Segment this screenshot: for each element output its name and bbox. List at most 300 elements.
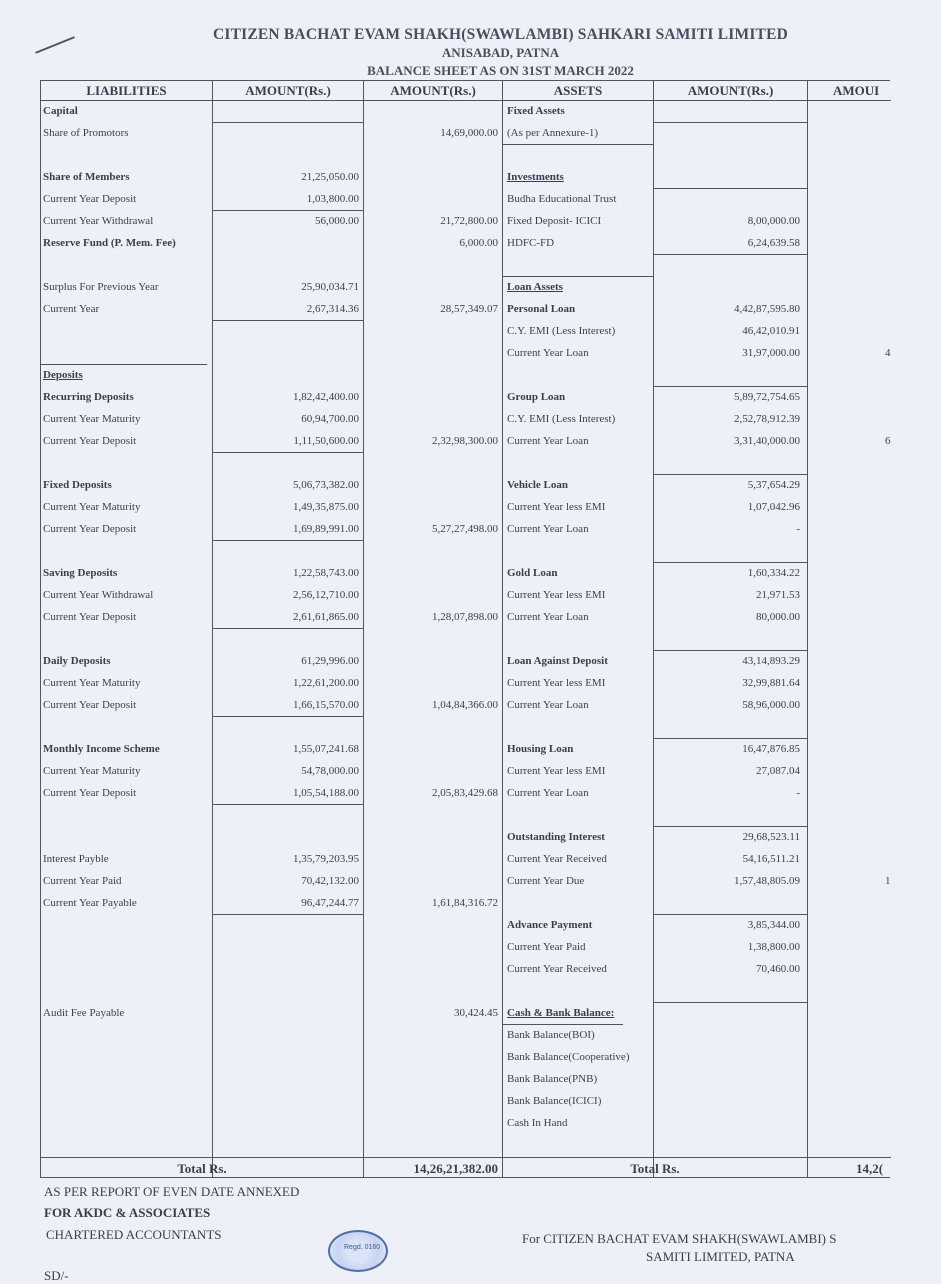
liability-total [364,189,498,209]
asset-label: Bank Balance(PNB) [507,1073,598,1085]
asset-label: Investments [507,171,564,183]
asset-total: 1 [885,875,891,887]
asset-amount [654,123,800,143]
asset-total: 6 [885,435,891,447]
section-rule [654,254,807,255]
liability-total [364,145,498,165]
asset-amount: 21,971.53 [756,589,800,601]
total-label-liabilities: Total Rs. [177,1161,227,1176]
asset-amount: 3,31,40,000.00 [734,435,800,447]
liability-total [364,277,498,297]
liability-label: Share of Promotors [43,127,129,139]
section-rule [213,804,363,805]
asset-label [507,365,653,385]
asset-label: Personal Loan [507,303,576,315]
liability-amount: 1,03,800.00 [306,193,359,205]
asset-total [885,211,895,231]
liability-amount: 61,29,996.00 [301,655,359,667]
asset-label [507,145,653,165]
asset-label: HDFC-FD [507,237,555,249]
asset-total [885,365,895,385]
asset-label [507,629,653,649]
liability-total [364,805,498,825]
liability-total: 21,72,800.00 [440,215,498,227]
asset-total [885,101,895,121]
asset-label: Current Year Loan [507,523,589,535]
asset-amount [654,805,800,825]
liability-label: Current Year Deposit [43,435,137,447]
asset-total [885,563,895,583]
liability-label: Current Year Deposit [43,699,137,711]
liability-total: 14,69,000.00 [440,127,498,139]
liability-amount [213,255,359,275]
association-stamp [328,1230,388,1272]
asset-total [885,409,895,429]
for-society-line-2: SAMITI LIMITED, PATNA [646,1249,795,1264]
asset-label: Current Year Received [507,853,607,865]
asset-total [885,585,895,605]
asset-label [507,453,653,473]
for-society-line: For CITIZEN BACHAT EVAM SHAKH(SWAWLAMBI) S [522,1231,837,1246]
liability-label: Current Year Deposit [43,787,137,799]
liability-amount [213,805,359,825]
liability-total: 2,32,98,300.00 [432,435,498,447]
liability-label: Share of Members [43,171,130,183]
liability-label: Current Year Deposit [43,193,137,205]
liability-label: Current Year Deposit [43,523,137,535]
section-rule [41,364,207,365]
firm-role: CHARTERED ACCOUNTANTS [46,1227,222,1242]
liability-amount [213,541,359,561]
asset-total [885,189,895,209]
liability-amount: 1,66,15,570.00 [293,699,359,711]
section-rule [503,144,653,145]
liability-total [364,167,498,187]
asset-label: Current Year Loan [507,699,589,711]
liability-amount: 2,56,12,710.00 [293,589,359,601]
liability-total [364,409,498,429]
asset-amount [654,1069,800,1089]
asset-amount: 43,14,893.29 [742,655,800,667]
asset-label: Fixed Deposit- ICICI [507,215,602,227]
liability-total [364,673,498,693]
liability-label [43,981,211,1001]
liability-amount: 56,000.00 [315,215,359,227]
liability-total [364,651,498,671]
section-rule [213,540,363,541]
asset-label [507,717,653,737]
asset-label: Current Year Loan [507,611,589,623]
section-rule [503,276,653,277]
balance-sheet-table [40,80,890,1178]
liability-label: Surplus For Previous Year [43,281,159,293]
liability-label: Monthly Income Scheme [43,743,160,755]
report-note: AS PER REPORT OF EVEN DATE ANNEXED [44,1184,300,1199]
liability-label [43,255,211,275]
liability-label: Capital [43,105,78,117]
asset-total [885,497,895,517]
total-value-liabilities: 14,26,21,382.00 [413,1161,498,1176]
asset-amount: 5,89,72,754.65 [734,391,800,403]
liability-amount: 1,49,35,875.00 [293,501,359,513]
asset-total [885,805,895,825]
asset-label: Current Year less EMI [507,501,606,513]
liability-amount: 96,47,244.77 [301,897,359,909]
liability-label [43,541,211,561]
liability-label [43,629,211,649]
asset-amount [654,981,800,1001]
liability-total: 5,27,27,498.00 [432,523,498,535]
asset-amount: 1,57,48,805.09 [734,875,800,887]
liability-amount: 1,05,54,188.00 [293,787,359,799]
liability-total [364,255,498,275]
liability-amount: 70,42,132.00 [301,875,359,887]
liability-total [364,475,498,495]
asset-total [885,453,895,473]
section-rule [213,716,363,717]
liability-total [364,717,498,737]
asset-label [507,981,653,1001]
asset-amount [654,1025,800,1045]
asset-label: Housing Loan [507,743,574,755]
asset-total [885,1113,895,1133]
liability-total [364,871,498,891]
liability-total [364,365,498,385]
asset-amount [654,277,800,297]
asset-total [885,541,895,561]
liability-amount: 1,82,42,400.00 [293,391,359,403]
asset-total [885,167,895,187]
section-rule [654,826,807,827]
asset-label: Bank Balance(Cooperative) [507,1051,630,1063]
liability-label: Fixed Deposits [43,479,112,491]
asset-amount: 3,85,344.00 [747,919,800,931]
liability-label: Recurring Deposits [43,391,134,403]
asset-total [885,673,895,693]
asset-amount [654,1003,800,1023]
asset-total [885,321,895,341]
firm-name: FOR AKDC & ASSOCIATES [44,1205,211,1220]
section-rule [213,210,363,211]
liability-total [364,541,498,561]
asset-amount: 80,000.00 [756,611,800,623]
section-rule [654,914,807,915]
liability-label: Current Year Paid [43,875,122,887]
asset-label: C.Y. EMI (Less Interest) [507,413,616,425]
liability-amount [213,937,359,957]
asset-amount [654,1047,800,1067]
liability-amount: 2,67,314.36 [306,303,359,315]
asset-total [885,695,895,715]
col-header-liabilities: LIABILITIES [86,83,167,98]
asset-total [885,255,895,275]
liability-amount: 1,69,89,991.00 [293,523,359,535]
liability-amount [213,1003,359,1023]
liability-total [364,321,498,341]
asset-amount: 1,60,334.22 [747,567,800,579]
liability-total [364,981,498,1001]
asset-total [885,893,895,913]
section-rule [213,628,363,629]
asset-label: Fixed Assets [507,105,565,117]
asset-amount: 4,42,87,595.80 [734,303,800,315]
liability-label: Current Year Withdrawal [43,215,154,227]
asset-total [885,739,895,759]
asset-total [885,849,895,869]
asset-total [885,475,895,495]
liability-total [364,739,498,759]
asset-label: Vehicle Loan [507,479,569,491]
col-rule [502,81,503,1177]
asset-total [885,299,895,319]
asset-total [885,519,895,539]
signed-mark: SD/- [44,1268,69,1283]
asset-amount: 2,52,78,912.39 [734,413,800,425]
liability-amount: 1,55,07,241.68 [293,743,359,755]
liability-label: Saving Deposits [43,567,118,579]
liability-total [364,497,498,517]
asset-amount: - [796,787,800,799]
liability-label: Current Year Maturity [43,677,141,689]
liability-total [364,101,498,121]
liability-amount: 54,78,000.00 [301,765,359,777]
asset-total [885,629,895,649]
asset-total [885,981,895,1001]
asset-label: Cash In Hand [507,1117,568,1129]
col-header-assets: ASSETS [553,83,603,98]
liability-amount [213,101,359,121]
liability-total [364,453,498,473]
asset-label: Current Year less EMI [507,677,606,689]
section-rule [654,122,807,123]
liability-label [43,915,211,935]
liability-label [43,959,211,979]
liability-amount: 25,90,034.71 [301,281,359,293]
document-subtitle: BALANCE SHEET AS ON 31ST MARCH 2022 [367,63,634,78]
section-rule [213,320,363,321]
asset-total [885,1003,895,1023]
liability-amount [213,233,359,253]
liability-amount [213,959,359,979]
liability-total: 28,57,349.07 [440,303,498,315]
asset-amount [654,189,800,209]
liability-amount: 21,25,050.00 [301,171,359,183]
document-title: CITIZEN BACHAT EVAM SHAKH(SWAWLAMBI) SAHKARI SAMITI LIMITED [212,26,789,43]
liability-amount [213,365,359,385]
liability-amount [213,321,359,341]
asset-amount: 8,00,000.00 [747,215,800,227]
asset-amount [654,255,800,275]
liability-amount [213,717,359,737]
section-rule [654,562,807,563]
section-rule [503,1024,623,1025]
asset-label: Outstanding Interest [507,831,605,843]
asset-amount [654,1091,800,1111]
liability-label [43,145,211,165]
asset-total [885,123,895,143]
liability-amount: 1,35,79,203.95 [293,853,359,865]
section-rule [213,452,363,453]
asset-label: Current Year Paid [507,941,586,953]
asset-label: Budha Educational Trust [507,193,617,205]
liability-total [364,629,498,649]
asset-total [885,761,895,781]
asset-amount: 6,24,639.58 [747,237,800,249]
asset-label: Loan Assets [507,281,563,293]
total-label-assets: Total Rs. [630,1161,680,1176]
asset-total [885,783,895,803]
liability-amount [213,453,359,473]
asset-total [885,937,895,957]
asset-total [885,1091,895,1111]
asset-amount [654,893,800,913]
liability-amount: 1,22,58,743.00 [293,567,359,579]
asset-amount: 70,460.00 [756,963,800,975]
asset-label: Advance Payment [507,919,593,931]
asset-label: Cash & Bank Balance: [507,1007,615,1019]
liability-label: Current Year Payable [43,897,137,909]
section-rule [654,474,807,475]
asset-amount: 16,47,876.85 [742,743,800,755]
asset-label: Current Year less EMI [507,589,606,601]
liability-label: Current Year Maturity [43,765,141,777]
asset-label: Current Year Received [507,963,607,975]
col-header-amount-1: AMOUNT(Rs.) [245,83,331,98]
col-header-amount-2: AMOUNT(Rs.) [390,83,476,98]
section-rule [654,188,807,189]
asset-total [885,277,895,297]
liability-label [43,321,211,341]
liability-total [364,761,498,781]
asset-amount [654,145,800,165]
liability-label: Current Year Maturity [43,413,141,425]
liability-label: Daily Deposits [43,655,111,667]
col-header-amount-3: AMOUNT(Rs.) [687,83,774,98]
liability-amount [213,915,359,935]
asset-amount: 5,37,654.29 [747,479,800,491]
asset-amount: 32,99,881.64 [742,677,800,689]
asset-amount [654,541,800,561]
asset-total [885,651,895,671]
liability-total [364,343,498,363]
asset-label: (As per Annexure-1) [507,127,599,139]
liability-total [364,827,498,847]
liability-total: 1,61,84,316.72 [432,897,498,909]
asset-label [507,541,653,561]
liability-amount [213,123,359,143]
col-header-amount-4: AMOUI [833,83,880,98]
liability-amount: 1,22,61,200.00 [293,677,359,689]
asset-amount: 1,38,800.00 [747,941,800,953]
liability-amount [213,145,359,165]
asset-label: Current Year Due [507,875,585,887]
asset-label [507,805,653,825]
asset-label: Current Year Loan [507,787,589,799]
total-rule [41,1157,891,1158]
asset-total [885,1047,895,1067]
asset-total [885,827,895,847]
liability-total: 1,28,07,898.00 [432,611,498,623]
asset-amount: 46,42,010.91 [742,325,800,337]
liability-label [43,453,211,473]
asset-label: Current Year Loan [507,347,589,359]
section-rule [654,1002,807,1003]
asset-amount: 31,97,000.00 [742,347,800,359]
asset-amount: 29,68,523.11 [742,831,800,843]
liability-total [364,937,498,957]
liability-total [364,915,498,935]
liability-label: Reserve Fund (P. Mem. Fee) [43,237,176,249]
col-rule [807,81,808,1177]
liability-amount [213,343,359,363]
asset-label [507,893,653,913]
asset-amount [654,101,800,121]
asset-amount: 54,16,511.21 [742,853,800,865]
liability-label: Current Year Withdrawal [43,589,154,601]
liability-label [43,827,211,847]
liability-total: 30,424.45 [454,1007,498,1019]
asset-total [885,717,895,737]
asset-amount: - [796,523,800,535]
asset-total [885,387,895,407]
asset-total [885,959,895,979]
liability-amount [213,629,359,649]
section-rule [654,650,807,651]
document-address: ANISABAD, PATNA [441,45,560,60]
asset-amount [654,453,800,473]
asset-amount [654,1113,800,1133]
liability-amount [213,981,359,1001]
liability-amount: 1,11,50,600.00 [293,435,359,447]
asset-amount [654,167,800,187]
asset-label: C.Y. EMI (Less Interest) [507,325,616,337]
asset-total [885,1025,895,1045]
asset-amount [654,365,800,385]
liability-label [43,717,211,737]
liability-amount: 5,06,73,382.00 [293,479,359,491]
liability-label: Current Year Maturity [43,501,141,513]
liability-amount [213,827,359,847]
asset-label: Current Year Loan [507,435,589,447]
liability-total [364,959,498,979]
liability-total [364,849,498,869]
asset-amount: 27,087.04 [756,765,800,777]
asset-label [507,255,653,275]
asset-total [885,1069,895,1089]
asset-label: Current Year less EMI [507,765,606,777]
section-rule [213,914,363,915]
liability-total [364,387,498,407]
total-value-assets: 14,2( [856,1161,884,1176]
liability-label: Audit Fee Payable [43,1007,125,1019]
asset-label: Gold Loan [507,567,558,579]
asset-total [885,607,895,627]
asset-total [885,915,895,935]
liability-total: 6,000.00 [459,237,498,249]
liability-label [43,937,211,957]
asset-amount: 1,07,042.96 [747,501,800,513]
liability-total [364,563,498,583]
section-rule [654,386,807,387]
liability-label: Deposits [43,369,83,381]
liability-label [43,805,211,825]
liability-total [364,585,498,605]
asset-label: Group Loan [507,391,566,403]
liability-label [43,343,211,363]
liability-label: Current Year [43,303,100,315]
asset-amount [654,717,800,737]
liability-label: Interest Payble [43,853,109,865]
